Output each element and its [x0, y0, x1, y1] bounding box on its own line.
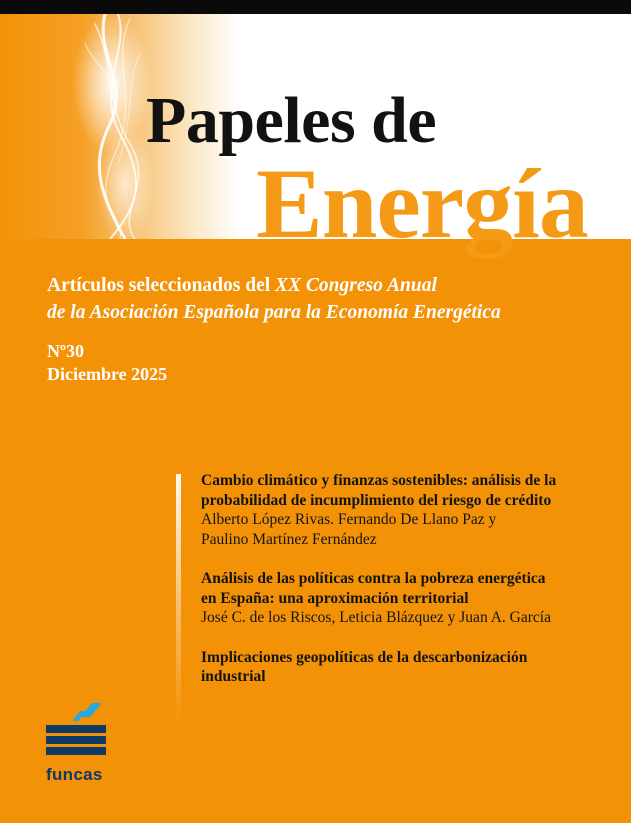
subtitle-congress: XX Congreso Anual [275, 275, 437, 296]
article-title-line: probabilidad de incumplimiento del riesgo de crédito [201, 491, 552, 509]
article-authors [201, 510, 601, 549]
issue-number: Nº30 [47, 341, 84, 361]
article-author-line: Paulino Martínez Fernández [201, 530, 377, 548]
top-bar [0, 0, 631, 14]
article-title-line: en España: una aproximación territorial [201, 589, 469, 607]
article-item [201, 471, 601, 549]
article-title-line: Implicaciones geopolíticas de la descarbonización [201, 648, 528, 666]
article-list [201, 471, 601, 707]
subtitle [47, 272, 607, 326]
articles-divider [176, 474, 181, 724]
article-item [201, 648, 601, 687]
title-energia: Energía [256, 148, 588, 259]
publisher-name: funcas [46, 765, 103, 784]
article-title-line: industrial [201, 668, 266, 685]
title-papeles-de: Papeles de [146, 84, 437, 157]
subtitle-line-2 [47, 299, 607, 326]
article-author-line: José C. de los Riscos, Leticia Blázquez y Juan A. García [201, 609, 551, 626]
issue-date: Diciembre 2025 [47, 364, 168, 384]
issue-info [47, 340, 167, 386]
subtitle-prefix: Artículos seleccionados del [47, 275, 276, 296]
article-title [201, 569, 601, 608]
subtitle-association: de la Asociación Española para la Economía Energética [47, 302, 501, 323]
article-authors [201, 608, 601, 628]
subtitle-line-1 [47, 272, 607, 299]
article-item [201, 569, 601, 628]
article-title-line: Análisis de las políticas contra la pobreza energética [201, 570, 546, 587]
article-title-line: Cambio climático y finanzas sostenibles: análisis de la [201, 472, 557, 489]
article-author-line: Alberto López Rivas. Fernando De Llano Paz y [201, 511, 497, 528]
article-title [201, 471, 601, 510]
article-title [201, 648, 601, 687]
